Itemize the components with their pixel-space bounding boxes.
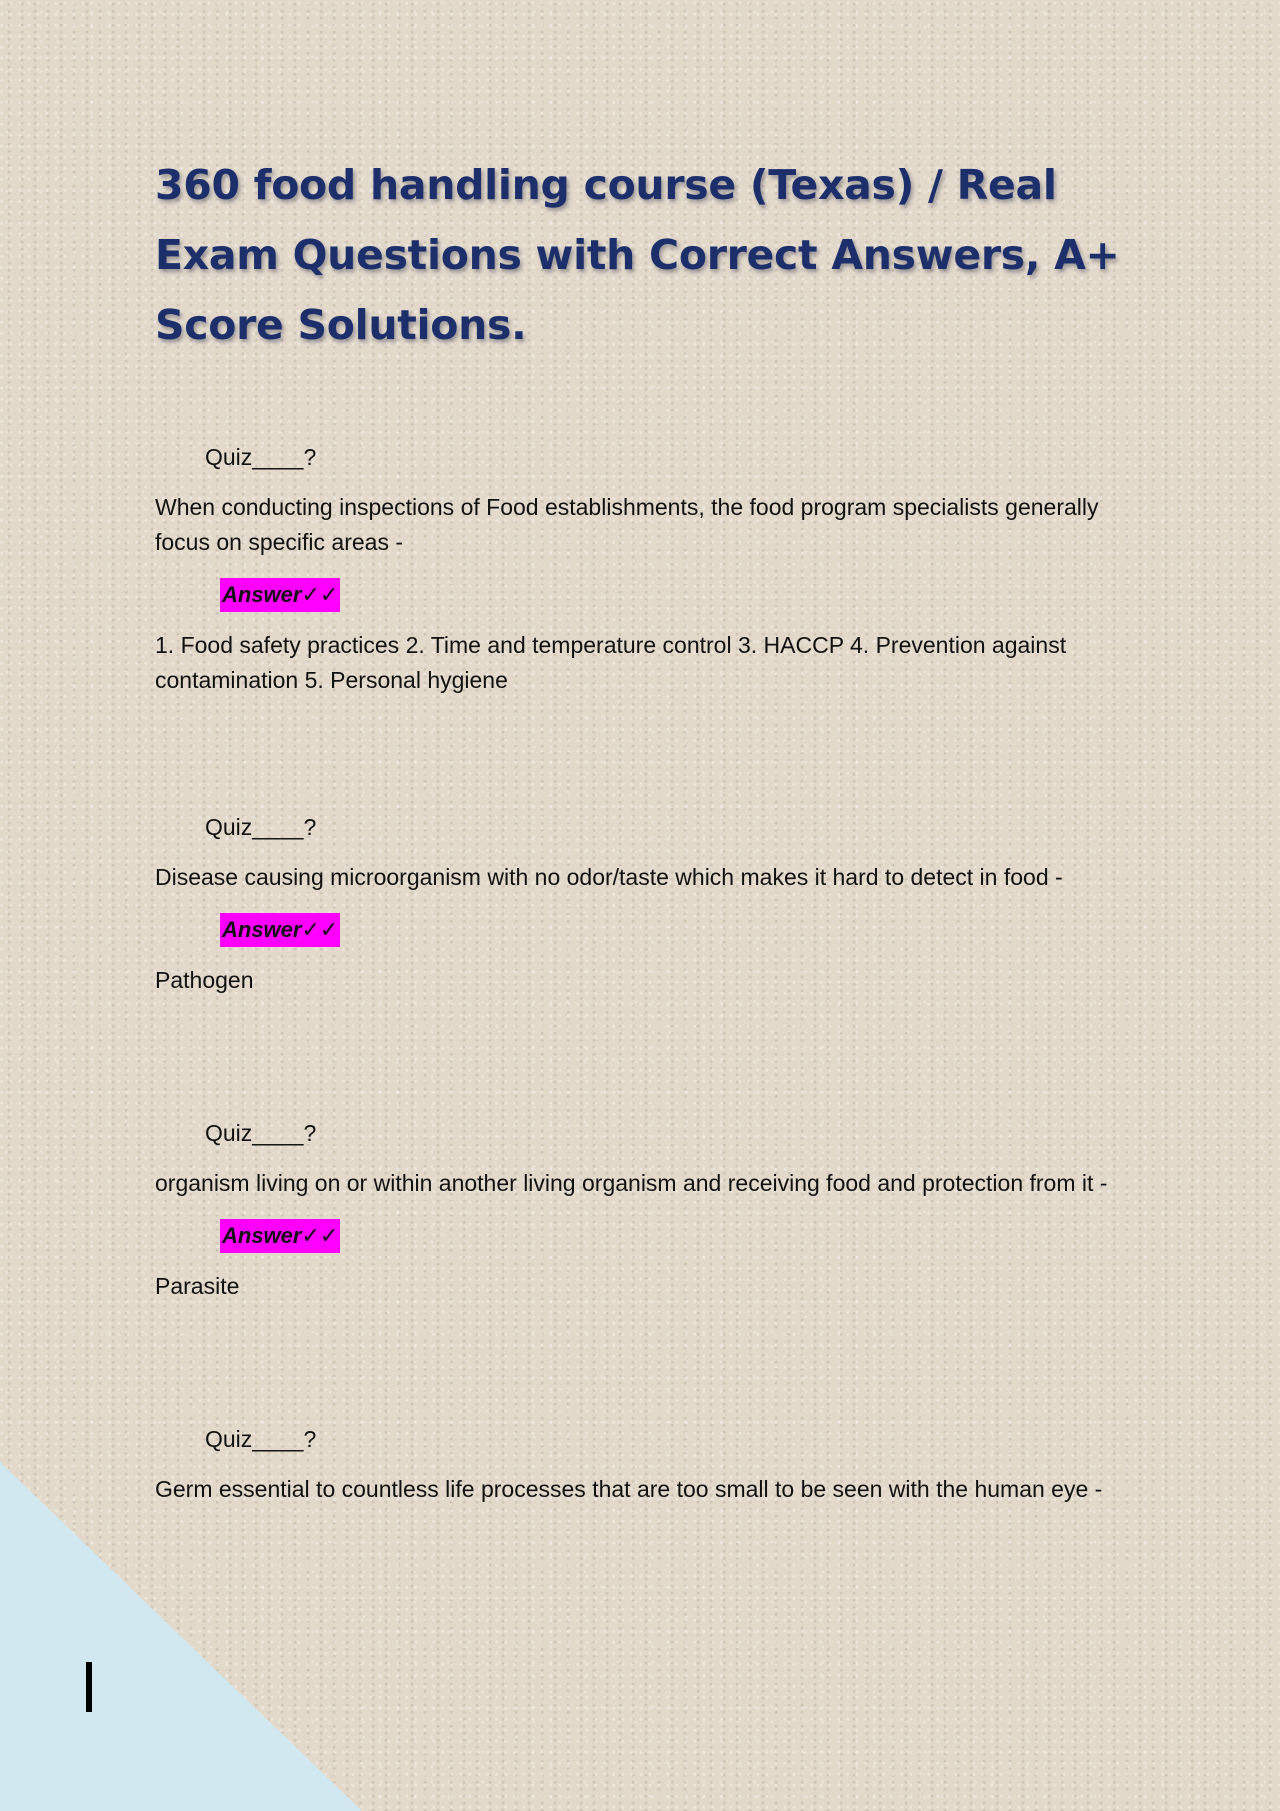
spacer [155, 1304, 1140, 1422]
qa-item-4 [155, 1422, 1140, 1507]
page-title: 360 food handling course (Texas) / Real Exam Questions with Correct Answers, A+ Score Solutions. [155, 161, 1120, 349]
qa-item-3 [155, 1116, 1140, 1304]
page-edge-marker [86, 1662, 92, 1712]
document-body [155, 150, 1140, 1525]
quiz-label: Quiz____? [205, 1426, 317, 1452]
answer-label-row [155, 578, 1140, 614]
question-text: organism living on or within another living organism and receiving food and protection from it - [155, 1170, 1108, 1196]
spacer [155, 698, 1140, 810]
answer-label-row [155, 913, 1140, 949]
quiz-label: Quiz____? [205, 444, 317, 470]
question-text: Disease causing microorganism with no odor/taste which makes it hard to detect in food - [155, 864, 1063, 890]
answer-text: Parasite [155, 1273, 240, 1299]
qa-item-1 [155, 440, 1140, 698]
answer-text: Pathogen [155, 967, 254, 993]
answer-label: Answer✓✓ [220, 913, 340, 947]
spacer [155, 998, 1140, 1116]
question-text: Germ essential to countless life processes that are too small to be seen with the human eye - [155, 1476, 1103, 1502]
answer-label: Answer✓✓ [220, 578, 340, 612]
question-text: When conducting inspections of Food establishments, the food program specialists generally focus on specific areas - [155, 494, 1099, 555]
answer-label: Answer✓✓ [220, 1219, 340, 1253]
answer-label-row [155, 1219, 1140, 1255]
qa-item-2 [155, 810, 1140, 998]
quiz-label: Quiz____? [205, 1120, 317, 1146]
quiz-label: Quiz____? [205, 814, 317, 840]
answer-text: 1. Food safety practices 2. Time and temperature control 3. HACCP 4. Prevention against contamination 5. Personal hygiene [155, 632, 1067, 693]
